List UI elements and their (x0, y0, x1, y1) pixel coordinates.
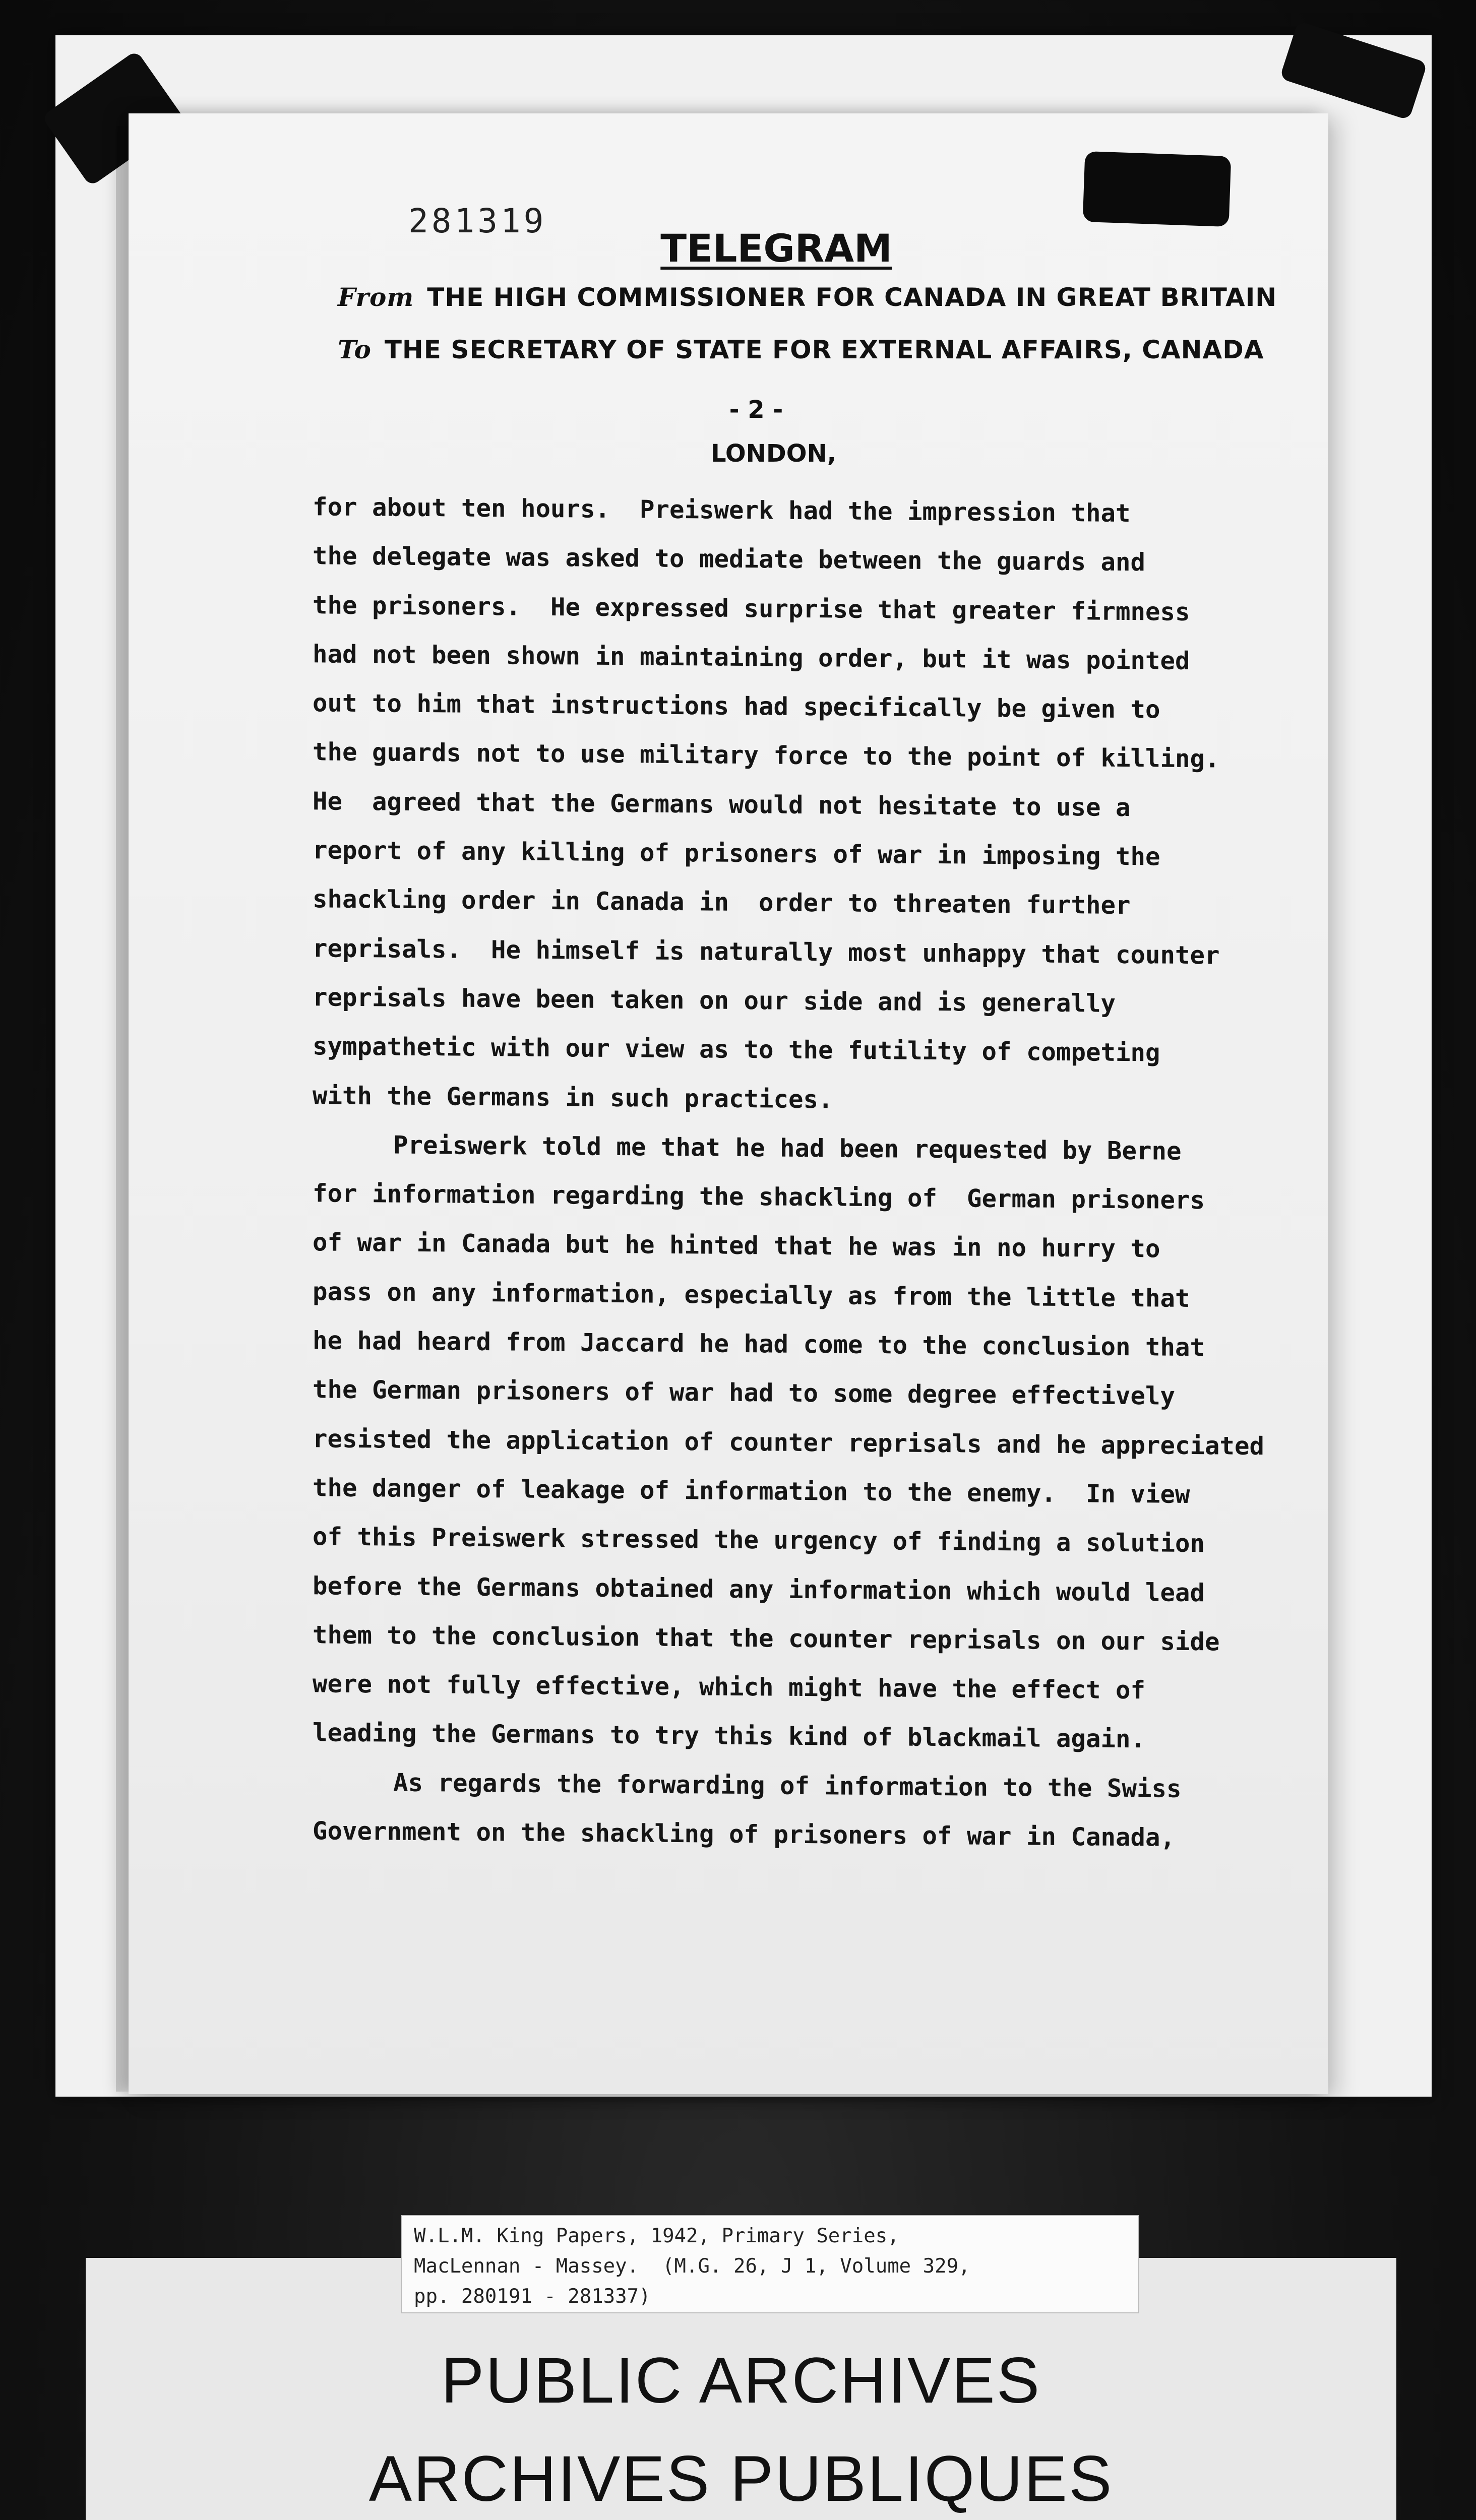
body-line: before the Germans obtained any information which would lead (313, 1571, 1205, 1607)
body-line: report of any killing of prisoners of war in imposing the (313, 836, 1160, 871)
body-line: of this Preiswerk stressed the urgency of finding a solution (313, 1522, 1205, 1558)
body-line: reprisals have been taken on our side and is generally (313, 983, 1116, 1018)
body-line: out to him that instructions had specifically be given to (313, 688, 1160, 724)
body-line: He agreed that the Germans would not hesitate to use a (313, 787, 1131, 822)
citation-line: MacLennan - Massey. (M.G. 26, J 1, Volume 329, (414, 2255, 970, 2278)
from-line (338, 282, 1277, 312)
from-text: THE HIGH COMMISSIONER FOR CANADA IN GREAT BRITAIN (427, 283, 1277, 312)
body-line: Government on the shackling of prisoners of war in Canada, (313, 1816, 1176, 1852)
body-line: the delegate was asked to mediate between the guards and (313, 541, 1146, 577)
citation-line: W.L.M. King Papers, 1942, Primary Series, (414, 2225, 899, 2247)
body-line: with the Germans in such practices. (313, 1081, 833, 1114)
page-number: - 2 - (729, 396, 783, 424)
body-line: leading the Germans to try this kind of blackmail again. (313, 1718, 1146, 1754)
body-line: pass on any information, especially as from the little that (313, 1277, 1190, 1313)
to-label: To (338, 335, 372, 364)
redaction-mark (1083, 151, 1232, 227)
archives-title-en: PUBLIC ARCHIVES (441, 2345, 1041, 2417)
to-line (338, 335, 1264, 364)
body-line: sympathetic with our view as to the futility of competing (313, 1032, 1160, 1067)
place-line: LONDON, (711, 439, 836, 468)
body-line: them to the conclusion that the counter reprisals on our side (313, 1620, 1220, 1657)
body-line: resisted the application of counter reprisals and he appreciated (313, 1424, 1265, 1461)
body-line: for about ten hours. Preiswerk had the impression that (313, 492, 1131, 528)
telegram-title: TELEGRAM (660, 226, 892, 271)
telegram-body (313, 486, 1301, 1859)
archives-title-fr: ARCHIVES PUBLIQUES (368, 2443, 1114, 2515)
body-line: reprisals. He himself is naturally most unhappy that counter (313, 933, 1220, 970)
from-label: From (338, 282, 414, 312)
citation-label (401, 2215, 1139, 2313)
body-line: the prisoners. He expressed surprise that greater firmness (313, 590, 1190, 626)
body-line: the guards not to use military force to the point of killing. (313, 737, 1220, 774)
body-line: shackling order in Canada in order to threaten further (313, 885, 1131, 920)
body-line: the German prisoners of war had to some degree effectively (313, 1375, 1176, 1411)
body-line: As regards the forwarding of information to the Swiss (393, 1768, 1182, 1803)
document-number: 281319 (408, 202, 547, 240)
citation-line: pp. 280191 - 281337) (414, 2285, 651, 2308)
body-line: of war in Canada but he hinted that he was in no hurry to (313, 1228, 1160, 1264)
body-line: had not been shown in maintaining order, but it was pointed (313, 640, 1190, 675)
to-text: THE SECRETARY OF STATE FOR EXTERNAL AFFAIRS, CANADA (384, 335, 1264, 364)
body-line: the danger of leakage of information to the enemy. In view (313, 1473, 1190, 1509)
body-line: Preiswerk told me that he had been requested by Berne (393, 1130, 1182, 1166)
body-line: were not fully effective, which might have the effect of (313, 1669, 1146, 1705)
body-line: for information regarding the shackling of German prisoners (313, 1179, 1205, 1215)
body-line: he had heard from Jaccard he had come to the conclusion that (313, 1326, 1205, 1362)
